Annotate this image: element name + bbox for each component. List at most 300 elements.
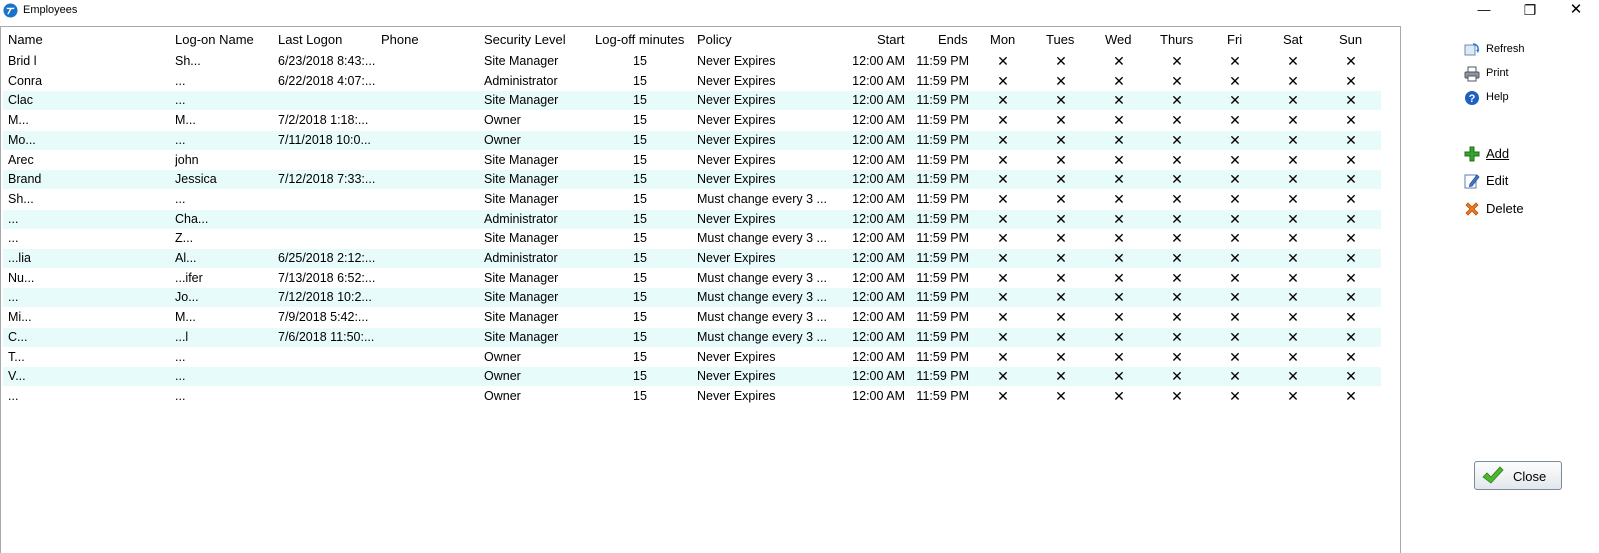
- day-mon-mark: ✕: [997, 289, 1009, 306]
- cell-logoff-minutes: 15: [633, 349, 647, 364]
- help-icon: [1464, 90, 1480, 106]
- window-title: Employees: [23, 4, 78, 16]
- day-sat-mark: ✕: [1287, 348, 1299, 365]
- cell-ends: 11:59 PM: [916, 231, 969, 246]
- cell-last-logon: 6/23/2018 8:43:...: [278, 54, 376, 68]
- cell-start: 12:00 AM: [852, 172, 905, 187]
- table-row[interactable]: [3, 91, 1381, 110]
- table-row[interactable]: [3, 249, 1381, 268]
- day-mon-mark: ✕: [997, 250, 1009, 266]
- day-wed-mark: ✕: [1113, 131, 1125, 148]
- day-sat-mark: ✕: [1287, 112, 1299, 129]
- day-fri-mark: ✕: [1229, 131, 1241, 148]
- cell-name: Brand: [8, 172, 42, 187]
- day-fri-mark: ✕: [1229, 53, 1241, 69]
- day-mon-mark: ✕: [997, 151, 1009, 168]
- day-thurs-mark: ✕: [1171, 348, 1183, 365]
- day-thurs-mark: ✕: [1171, 269, 1183, 286]
- cell-name: ...: [8, 388, 19, 403]
- day-sat-mark: ✕: [1287, 53, 1299, 69]
- cell-policy: Must change every 3 ...: [697, 329, 827, 344]
- cell-logoff-minutes: 15: [633, 152, 647, 167]
- day-mon-mark: ✕: [997, 387, 1009, 404]
- refresh-label: Refresh: [1486, 43, 1525, 55]
- edit-label: Edit: [1486, 173, 1509, 188]
- table-row[interactable]: [3, 72, 1381, 91]
- cell-policy: Must change every 3 ...: [697, 191, 827, 206]
- day-sat-mark: ✕: [1287, 289, 1299, 306]
- cell-ends: 11:59 PM: [916, 172, 969, 187]
- edit-icon: [1464, 173, 1480, 189]
- day-mon-mark: ✕: [997, 131, 1009, 148]
- cell-last-logon: 6/25/2018 2:12:...: [278, 251, 376, 265]
- day-sun-mark: ✕: [1345, 53, 1357, 69]
- cell-logoff-minutes: 15: [633, 310, 647, 325]
- day-wed-mark: ✕: [1113, 92, 1125, 109]
- delete-label: Delete: [1486, 201, 1524, 216]
- cell-security-level: Site Manager: [484, 329, 559, 344]
- cell-logon-name: Z...: [175, 231, 194, 246]
- day-sat-mark: ✕: [1287, 309, 1299, 326]
- cell-logoff-minutes: 15: [633, 73, 647, 88]
- day-sun-mark: ✕: [1345, 171, 1357, 188]
- table-row[interactable]: [3, 367, 1381, 386]
- col-header-start[interactable]: Start: [877, 32, 905, 47]
- day-wed-mark: ✕: [1113, 151, 1125, 168]
- day-tues-mark: ✕: [1055, 171, 1067, 188]
- day-mon-mark: ✕: [997, 53, 1009, 69]
- day-tues-mark: ✕: [1055, 269, 1067, 286]
- day-mon-mark: ✕: [997, 72, 1009, 89]
- refresh-icon: [1464, 42, 1480, 58]
- cell-start: 12:00 AM: [852, 113, 905, 128]
- day-sat-mark: ✕: [1287, 368, 1299, 385]
- cell-name: ...: [8, 211, 19, 226]
- day-wed-mark: ✕: [1113, 387, 1125, 404]
- day-tues-mark: ✕: [1055, 151, 1067, 168]
- day-mon-mark: ✕: [997, 210, 1009, 227]
- cell-security-level: Site Manager: [484, 54, 559, 68]
- day-sun-mark: ✕: [1345, 269, 1357, 286]
- day-sat-mark: ✕: [1287, 328, 1299, 345]
- day-fri-mark: ✕: [1229, 289, 1241, 306]
- cell-logon-name: ...: [175, 349, 186, 364]
- day-wed-mark: ✕: [1113, 112, 1125, 129]
- day-wed-mark: ✕: [1113, 289, 1125, 306]
- cell-last-logon: 7/2/2018 1:18:...: [278, 113, 369, 128]
- cell-policy: Never Expires: [697, 388, 776, 403]
- cell-logoff-minutes: 15: [633, 251, 647, 265]
- cell-last-logon: 6/22/2018 4:07:...: [278, 73, 376, 88]
- day-mon-mark: ✕: [997, 92, 1009, 109]
- cell-logon-name: ...: [175, 93, 186, 108]
- cell-policy: Must change every 3 ...: [697, 290, 827, 305]
- table-row[interactable]: [3, 328, 1381, 347]
- cell-logon-name: ...: [175, 73, 186, 88]
- day-mon-mark: ✕: [997, 112, 1009, 129]
- cell-logon-name: ...ifer: [175, 270, 203, 285]
- help-label: Help: [1486, 91, 1509, 103]
- cell-name: Mo...: [8, 132, 36, 147]
- cell-ends: 11:59 PM: [916, 93, 969, 108]
- cell-security-level: Administrator: [484, 73, 558, 88]
- day-sat-mark: ✕: [1287, 269, 1299, 286]
- day-fri-mark: ✕: [1229, 210, 1241, 227]
- day-tues-mark: ✕: [1055, 92, 1067, 109]
- cell-policy: Never Expires: [697, 152, 776, 167]
- day-tues-mark: ✕: [1055, 112, 1067, 129]
- cell-last-logon: 7/6/2018 11:50:...: [278, 329, 375, 344]
- day-wed-mark: ✕: [1113, 210, 1125, 227]
- cell-logon-name: M...: [175, 113, 196, 128]
- day-mon-mark: ✕: [997, 309, 1009, 326]
- day-thurs-mark: ✕: [1171, 387, 1183, 404]
- day-thurs-mark: ✕: [1171, 151, 1183, 168]
- col-header-phone[interactable]: Phone: [381, 32, 419, 47]
- col-header-last-logon[interactable]: Last Logon: [278, 32, 343, 47]
- day-mon-mark: ✕: [997, 348, 1009, 365]
- table-row[interactable]: [3, 387, 1381, 406]
- cell-policy: Never Expires: [697, 251, 776, 265]
- day-tues-mark: ✕: [1055, 309, 1067, 326]
- table-row[interactable]: [3, 348, 1381, 367]
- day-thurs-mark: ✕: [1171, 53, 1183, 69]
- cell-ends: 11:59 PM: [916, 191, 969, 206]
- day-wed-mark: ✕: [1113, 309, 1125, 326]
- col-header-ends[interactable]: Ends: [938, 32, 968, 47]
- cell-logon-name: Al...: [175, 251, 197, 265]
- cell-name: ...: [8, 231, 19, 246]
- cell-name: T...: [8, 349, 25, 364]
- cell-logon-name: ...: [175, 191, 186, 206]
- day-fri-mark: ✕: [1229, 230, 1241, 247]
- cell-start: 12:00 AM: [852, 310, 905, 325]
- table-row[interactable]: [3, 170, 1381, 189]
- cell-name: Arec: [8, 152, 34, 167]
- cell-logoff-minutes: 15: [633, 388, 647, 403]
- day-thurs-mark: ✕: [1171, 112, 1183, 129]
- cell-ends: 11:59 PM: [916, 290, 969, 305]
- table-row[interactable]: [3, 131, 1381, 150]
- col-header-logoff-minutes[interactable]: Log-off minutes: [595, 32, 685, 47]
- cell-policy: Must change every 3 ...: [697, 270, 827, 285]
- cell-policy: Must change every 3 ...: [697, 231, 827, 246]
- table-row[interactable]: [3, 190, 1381, 209]
- day-sat-mark: ✕: [1287, 230, 1299, 247]
- day-sat-mark: ✕: [1287, 131, 1299, 148]
- col-header-logon-name[interactable]: Log-on Name: [175, 32, 254, 47]
- cell-ends: 11:59 PM: [916, 54, 969, 68]
- cell-start: 12:00 AM: [852, 231, 905, 246]
- col-header-sat[interactable]: Sat: [1283, 32, 1303, 47]
- day-fri-mark: ✕: [1229, 171, 1241, 188]
- col-header-policy[interactable]: Policy: [697, 32, 732, 47]
- cell-security-level: Site Manager: [484, 172, 559, 187]
- app-logo-icon: [3, 3, 18, 18]
- cell-start: 12:00 AM: [852, 211, 905, 226]
- cell-logon-name: john: [175, 152, 199, 167]
- cell-logon-name: Jo...: [175, 290, 199, 305]
- day-thurs-mark: ✕: [1171, 328, 1183, 345]
- cell-security-level: Owner: [484, 369, 521, 384]
- day-tues-mark: ✕: [1055, 368, 1067, 385]
- day-wed-mark: ✕: [1113, 348, 1125, 365]
- day-thurs-mark: ✕: [1171, 131, 1183, 148]
- cell-ends: 11:59 PM: [916, 113, 969, 128]
- day-fri-mark: ✕: [1229, 92, 1241, 109]
- day-thurs-mark: ✕: [1171, 289, 1183, 306]
- cell-logon-name: Sh...: [175, 54, 201, 68]
- print-label: Print: [1486, 67, 1509, 79]
- checkmark-icon: [1482, 466, 1504, 486]
- cell-start: 12:00 AM: [852, 329, 905, 344]
- day-fri-mark: ✕: [1229, 112, 1241, 129]
- cell-name: M...: [8, 113, 29, 128]
- cell-policy: Never Expires: [697, 172, 776, 187]
- day-sat-mark: ✕: [1287, 190, 1299, 207]
- close-label: Close: [1513, 469, 1547, 484]
- table-row[interactable]: [3, 308, 1381, 327]
- day-mon-mark: ✕: [997, 190, 1009, 207]
- day-fri-mark: ✕: [1229, 328, 1241, 345]
- day-thurs-mark: ✕: [1171, 171, 1183, 188]
- col-header-sun[interactable]: Sun: [1339, 32, 1363, 47]
- cell-logoff-minutes: 15: [633, 132, 647, 147]
- day-tues-mark: ✕: [1055, 131, 1067, 148]
- day-tues-mark: ✕: [1055, 72, 1067, 89]
- cell-ends: 11:59 PM: [916, 132, 969, 147]
- col-header-name[interactable]: Name: [8, 32, 43, 47]
- day-sat-mark: ✕: [1287, 72, 1299, 89]
- cell-logon-name: ...: [175, 388, 186, 403]
- plus-icon: [1464, 146, 1480, 162]
- employees-grid[interactable]: [0, 26, 1401, 553]
- cell-logon-name: ...: [175, 132, 186, 147]
- table-row[interactable]: [3, 111, 1381, 130]
- day-tues-mark: ✕: [1055, 387, 1067, 404]
- cell-name: Clac: [8, 93, 34, 108]
- close-button[interactable]: [1474, 461, 1562, 490]
- cell-security-level: Site Manager: [484, 231, 559, 246]
- cell-ends: 11:59 PM: [916, 369, 969, 384]
- day-sat-mark: ✕: [1287, 151, 1299, 168]
- day-fri-mark: ✕: [1229, 250, 1241, 266]
- day-thurs-mark: ✕: [1171, 92, 1183, 109]
- cell-security-level: Site Manager: [484, 191, 559, 206]
- table-row[interactable]: [3, 229, 1381, 248]
- col-header-mon[interactable]: Mon: [990, 32, 1016, 47]
- cell-logoff-minutes: 15: [633, 231, 647, 246]
- cell-name: Conra: [8, 73, 43, 88]
- cell-name: C...: [8, 329, 28, 344]
- day-thurs-mark: ✕: [1171, 210, 1183, 227]
- day-sun-mark: ✕: [1345, 368, 1357, 385]
- table-row[interactable]: [3, 52, 1381, 71]
- day-wed-mark: ✕: [1113, 269, 1125, 286]
- cell-security-level: Owner: [484, 113, 521, 128]
- day-thurs-mark: ✕: [1171, 190, 1183, 207]
- day-wed-mark: ✕: [1113, 190, 1125, 207]
- day-sun-mark: ✕: [1345, 72, 1357, 89]
- day-mon-mark: ✕: [997, 328, 1009, 345]
- add-label: Add: [1486, 146, 1510, 161]
- day-wed-mark: ✕: [1113, 368, 1125, 385]
- cell-logoff-minutes: 15: [633, 93, 647, 108]
- day-sat-mark: ✕: [1287, 92, 1299, 109]
- cell-security-level: Owner: [484, 349, 521, 364]
- printer-icon: [1464, 66, 1480, 82]
- cell-last-logon: 7/12/2018 7:33:...: [278, 172, 376, 187]
- cell-start: 12:00 AM: [852, 132, 905, 147]
- cell-security-level: Administrator: [484, 211, 558, 226]
- day-sun-mark: ✕: [1345, 348, 1357, 365]
- col-header-fri[interactable]: Fri: [1227, 32, 1243, 47]
- cell-ends: 11:59 PM: [916, 211, 969, 226]
- close-window-button[interactable]: ✕: [1569, 1, 1583, 18]
- cell-name: Mi...: [8, 310, 32, 325]
- day-mon-mark: ✕: [997, 368, 1009, 385]
- minimize-button[interactable]: —: [1477, 2, 1491, 17]
- day-mon-mark: ✕: [997, 171, 1009, 188]
- cell-start: 12:00 AM: [852, 349, 905, 364]
- cell-start: 12:00 AM: [852, 388, 905, 403]
- cell-policy: Never Expires: [697, 73, 776, 88]
- cell-start: 12:00 AM: [852, 93, 905, 108]
- cell-policy: Never Expires: [697, 349, 776, 364]
- day-fri-mark: ✕: [1229, 348, 1241, 365]
- day-tues-mark: ✕: [1055, 328, 1067, 345]
- day-thurs-mark: ✕: [1171, 230, 1183, 247]
- cell-logon-name: M...: [175, 310, 196, 325]
- day-wed-mark: ✕: [1113, 328, 1125, 345]
- day-thurs-mark: ✕: [1171, 250, 1183, 266]
- delete-x-icon: [1464, 201, 1480, 217]
- cell-security-level: Site Manager: [484, 270, 559, 285]
- day-thurs-mark: ✕: [1171, 309, 1183, 326]
- day-sat-mark: ✕: [1287, 210, 1299, 227]
- col-header-thurs[interactable]: Thurs: [1160, 32, 1194, 47]
- day-sun-mark: ✕: [1345, 230, 1357, 247]
- cell-policy: Never Expires: [697, 93, 776, 108]
- table-row[interactable]: [3, 151, 1381, 170]
- cell-start: 12:00 AM: [852, 191, 905, 206]
- cell-start: 12:00 AM: [852, 270, 905, 285]
- cell-policy: Never Expires: [697, 113, 776, 128]
- cell-logoff-minutes: 15: [633, 369, 647, 384]
- cell-security-level: Administrator: [484, 251, 558, 265]
- cell-logon-name: Jessica: [175, 172, 217, 187]
- day-tues-mark: ✕: [1055, 210, 1067, 227]
- cell-policy: Never Expires: [697, 54, 776, 68]
- cell-security-level: Owner: [484, 132, 521, 147]
- cell-logoff-minutes: 15: [633, 290, 647, 305]
- col-header-security-level[interactable]: Security Level: [484, 32, 566, 47]
- cell-logoff-minutes: 15: [633, 211, 647, 226]
- cell-security-level: Owner: [484, 388, 521, 403]
- day-sun-mark: ✕: [1345, 151, 1357, 168]
- day-sat-mark: ✕: [1287, 250, 1299, 266]
- day-fri-mark: ✕: [1229, 269, 1241, 286]
- day-fri-mark: ✕: [1229, 72, 1241, 89]
- cell-logoff-minutes: 15: [633, 191, 647, 206]
- cell-name: V...: [8, 369, 26, 384]
- restore-button[interactable]: ❐: [1523, 2, 1537, 18]
- cell-ends: 11:59 PM: [916, 349, 969, 364]
- day-thurs-mark: ✕: [1171, 368, 1183, 385]
- day-fri-mark: ✕: [1229, 151, 1241, 168]
- cell-security-level: Site Manager: [484, 290, 559, 305]
- cell-last-logon: 7/11/2018 10:0...: [278, 132, 371, 147]
- day-sun-mark: ✕: [1345, 309, 1357, 326]
- table-row[interactable]: [3, 269, 1381, 288]
- day-sat-mark: ✕: [1287, 171, 1299, 188]
- day-tues-mark: ✕: [1055, 190, 1067, 207]
- cell-policy: Never Expires: [697, 369, 776, 384]
- day-mon-mark: ✕: [997, 230, 1009, 247]
- day-tues-mark: ✕: [1055, 348, 1067, 365]
- cell-logon-name: ...: [175, 369, 186, 384]
- cell-start: 12:00 AM: [852, 152, 905, 167]
- day-fri-mark: ✕: [1229, 368, 1241, 385]
- cell-name: Brid l: [8, 54, 37, 68]
- cell-start: 12:00 AM: [852, 251, 905, 265]
- cell-start: 12:00 AM: [852, 369, 905, 384]
- day-wed-mark: ✕: [1113, 72, 1125, 89]
- cell-security-level: Site Manager: [484, 93, 559, 108]
- cell-security-level: Site Manager: [484, 152, 559, 167]
- day-sun-mark: ✕: [1345, 387, 1357, 404]
- day-fri-mark: ✕: [1229, 309, 1241, 326]
- day-sun-mark: ✕: [1345, 250, 1357, 266]
- table-row[interactable]: [3, 288, 1381, 307]
- day-thurs-mark: ✕: [1171, 72, 1183, 89]
- cell-ends: 11:59 PM: [916, 388, 969, 403]
- day-tues-mark: ✕: [1055, 250, 1067, 266]
- day-sun-mark: ✕: [1345, 190, 1357, 207]
- cell-name: ...: [8, 290, 19, 305]
- day-tues-mark: ✕: [1055, 53, 1067, 69]
- day-mon-mark: ✕: [997, 269, 1009, 286]
- day-sun-mark: ✕: [1345, 92, 1357, 109]
- cell-last-logon: 7/13/2018 6:52:...: [278, 270, 376, 285]
- cell-start: 12:00 AM: [852, 290, 905, 305]
- cell-ends: 11:59 PM: [916, 329, 969, 344]
- cell-ends: 11:59 PM: [916, 152, 969, 167]
- cell-ends: 11:59 PM: [916, 251, 969, 265]
- cell-name: ...lia: [8, 251, 31, 265]
- cell-policy: Must change every 3 ...: [697, 310, 827, 325]
- day-sun-mark: ✕: [1345, 131, 1357, 148]
- col-header-wed[interactable]: Wed: [1105, 32, 1132, 47]
- day-fri-mark: ✕: [1229, 387, 1241, 404]
- cell-ends: 11:59 PM: [916, 310, 969, 325]
- cell-ends: 11:59 PM: [916, 73, 969, 88]
- day-wed-mark: ✕: [1113, 53, 1125, 69]
- day-sun-mark: ✕: [1345, 328, 1357, 345]
- day-tues-mark: ✕: [1055, 289, 1067, 306]
- table-row[interactable]: [3, 210, 1381, 229]
- day-sun-mark: ✕: [1345, 112, 1357, 129]
- cell-logon-name: ...l: [175, 329, 189, 344]
- cell-policy: Never Expires: [697, 211, 776, 226]
- col-header-tues[interactable]: Tues: [1046, 32, 1075, 47]
- cell-start: 12:00 AM: [852, 54, 905, 68]
- day-sun-mark: ✕: [1345, 210, 1357, 227]
- cell-logon-name: Cha...: [175, 211, 209, 226]
- cell-logoff-minutes: 15: [633, 172, 647, 187]
- cell-ends: 11:59 PM: [916, 270, 969, 285]
- cell-logoff-minutes: 15: [633, 270, 647, 285]
